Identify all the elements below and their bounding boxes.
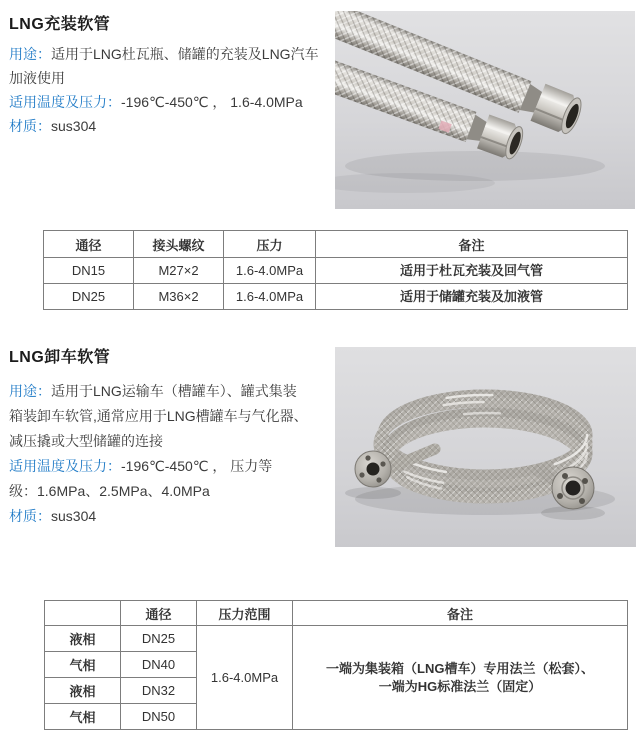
unloading-hose-photo <box>335 347 636 547</box>
column-header-thread: 接头螺纹 <box>134 231 224 258</box>
usage-text-line3: 减压撬或大型储罐的连接 <box>9 433 163 449</box>
column-header-blank <box>45 601 121 626</box>
cell-note-merged <box>293 626 628 730</box>
right-flange <box>552 467 594 509</box>
note-line1: 一端为集装箱（LNG槽车）专用法兰（松套）、 <box>326 660 594 676</box>
temperature-pressure-line2: 级：1.6MPa、2.5MPa、4.0MPa <box>9 483 210 499</box>
temperature-pressure-line1: -196℃-450℃ ， 压力等 <box>121 458 273 474</box>
temperature-pressure-paragraph <box>9 454 343 479</box>
cell-dn: DN32 <box>121 678 197 704</box>
usage-text-line2: 加液使用 <box>9 70 65 86</box>
table-row <box>44 284 628 310</box>
column-header-note: 备注 <box>316 231 628 258</box>
temperature-pressure-paragraph <box>9 90 343 114</box>
cell-pressure-range-merged: 1.6-4.0MPa <box>197 626 293 730</box>
cell-phase: 液相 <box>45 626 121 652</box>
usage-text-line1: 适用于LNG杜瓦瓶、储罐的充装及LNG汽车 <box>51 46 319 62</box>
section1-title: LNG充装软管 <box>9 16 111 33</box>
section1-description <box>9 42 343 138</box>
left-flange <box>355 451 391 487</box>
usage-paragraph <box>9 42 343 66</box>
cell-dn: DN25 <box>44 284 134 310</box>
cell-phase: 气相 <box>45 704 121 730</box>
cell-note: 适用于杜瓦充装及回气管 <box>316 258 628 284</box>
cell-pressure: 1.6-4.0MPa <box>224 284 316 310</box>
cell-dn: DN50 <box>121 704 197 730</box>
column-header-pressure-range: 压力范围 <box>197 601 293 626</box>
filling-hose-photo <box>335 11 635 209</box>
filling-hose-illustration <box>335 11 635 209</box>
note-line2: 一端为HG标准法兰（固定） <box>378 678 542 694</box>
material-text: sus304 <box>51 508 97 524</box>
cell-thread: M27×2 <box>134 258 224 284</box>
section2-description <box>9 379 343 529</box>
material-label: 材质： <box>9 118 51 134</box>
filling-hose-spec-table <box>43 230 628 310</box>
usage-paragraph <box>9 379 343 404</box>
usage-text-line1: 适用于LNG运输车（槽罐车）、罐式集装 <box>51 383 297 399</box>
temperature-pressure-label: 适用温度及压力： <box>9 458 121 474</box>
cell-phase: 气相 <box>45 652 121 678</box>
column-header-dn: 通径 <box>44 231 134 258</box>
cell-thread: M36×2 <box>134 284 224 310</box>
cell-dn: DN40 <box>121 652 197 678</box>
table-header-row <box>45 601 628 626</box>
cell-dn: DN25 <box>121 626 197 652</box>
usage-label: 用途： <box>9 383 51 399</box>
temperature-pressure-text: -196℃-450℃ ， 1.6-4.0MPa <box>121 94 303 110</box>
cell-dn: DN15 <box>44 258 134 284</box>
usage-label: 用途： <box>9 46 51 62</box>
cell-note: 适用于储罐充装及加液管 <box>316 284 628 310</box>
column-header-note: 备注 <box>293 601 628 626</box>
table-row <box>44 258 628 284</box>
unloading-hose-spec-table <box>44 600 628 730</box>
section2-title: LNG卸车软管 <box>9 349 111 366</box>
unloading-hose-illustration <box>335 347 636 547</box>
column-header-pressure: 压力 <box>224 231 316 258</box>
usage-text-line2: 箱装卸车软管,通常应用于LNG槽罐车与气化器、 <box>9 408 308 424</box>
cell-pressure: 1.6-4.0MPa <box>224 258 316 284</box>
table-row <box>45 626 628 652</box>
material-paragraph <box>9 504 343 529</box>
material-text: sus304 <box>51 118 97 134</box>
cell-phase: 液相 <box>45 678 121 704</box>
material-paragraph <box>9 114 343 138</box>
table-header-row <box>44 231 628 258</box>
material-label: 材质： <box>9 508 51 524</box>
temperature-pressure-label: 适用温度及压力： <box>9 94 121 110</box>
column-header-dn: 通径 <box>121 601 197 626</box>
